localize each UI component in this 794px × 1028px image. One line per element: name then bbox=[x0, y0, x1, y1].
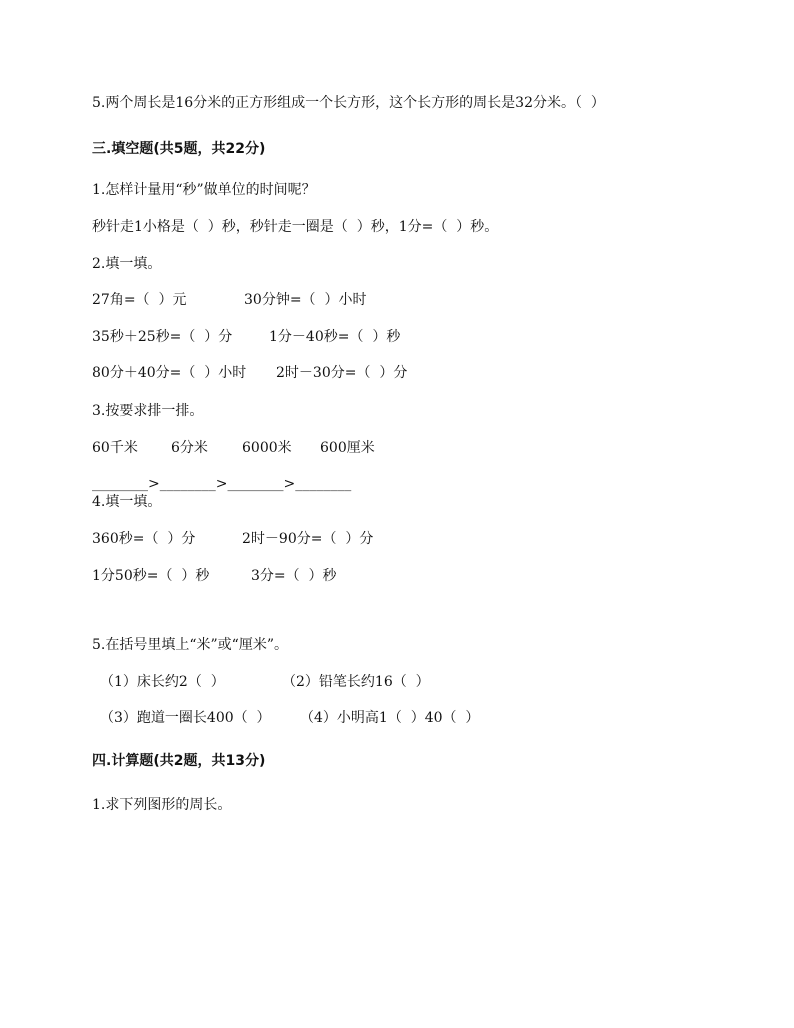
fill-q5-row1-a: （1）床长约2（ ） bbox=[100, 674, 225, 690]
fill-q5-row2-b: （4）小明高1（ ）40（ ） bbox=[300, 710, 480, 726]
fill-q4-row2-a: 1分50秒=（ ）秒 bbox=[92, 568, 210, 584]
fill-q3-item-4: 600厘米 bbox=[320, 440, 375, 456]
fill-q4-row1-b: 2时－90分=（ ）分 bbox=[242, 531, 374, 547]
fill-q3-order-line: ________>________>________>________ bbox=[92, 476, 352, 492]
section-4-heading: 四.计算题(共2题，共13分) bbox=[92, 753, 266, 769]
fill-q2-row2-b: 1分－40秒=（ ）秒 bbox=[269, 329, 401, 345]
fill-q3-item-3: 6000米 bbox=[242, 440, 292, 456]
fill-q2-title: 2.填一填。 bbox=[92, 256, 162, 272]
fill-q4-row1-a: 360秒=（ ）分 bbox=[92, 531, 196, 547]
fill-q3-title: 3.按要求排一排。 bbox=[92, 403, 204, 419]
calc-q1-title: 1.求下列图形的周长。 bbox=[92, 797, 232, 813]
fill-q2-row2-a: 35秒＋25秒=（ ）分 bbox=[92, 329, 233, 345]
fill-q4-row2-b: 3分=（ ）秒 bbox=[251, 568, 337, 584]
fill-q2-row1-b: 30分钟=（ ）小时 bbox=[244, 292, 367, 308]
section-3-heading: 三.填空题(共5题，共22分) bbox=[92, 141, 266, 157]
fill-q5-row1-b: （2）铅笔长约16（ ） bbox=[282, 674, 430, 690]
fill-q5-title: 5.在括号里填上“米”或“厘米”。 bbox=[92, 637, 288, 653]
fill-q2-row1-a: 27角=（ ）元 bbox=[92, 292, 187, 308]
fill-q1-line: 秒针走1小格是（ ）秒，秒针走一圈是（ ）秒，1分=（ ）秒。 bbox=[92, 219, 499, 235]
fill-q3-item-1: 60千米 bbox=[92, 440, 138, 456]
question-judge-5: 5.两个周长是16分米的正方形组成一个长方形，这个长方形的周长是32分米。（ ） bbox=[92, 95, 605, 111]
fill-q4-title: 4.填一填。 bbox=[92, 494, 162, 510]
fill-q2-row3-b: 2时－30分=（ ）分 bbox=[276, 365, 408, 381]
fill-q3-item-2: 6分米 bbox=[171, 440, 208, 456]
fill-q2-row3-a: 80分＋40分=（ ）小时 bbox=[92, 365, 247, 381]
fill-q1-title: 1.怎样计量用“秒”做单位的时间呢？ bbox=[92, 182, 316, 198]
fill-q5-row2-a: （3）跑道一圈长400（ ） bbox=[100, 710, 271, 726]
